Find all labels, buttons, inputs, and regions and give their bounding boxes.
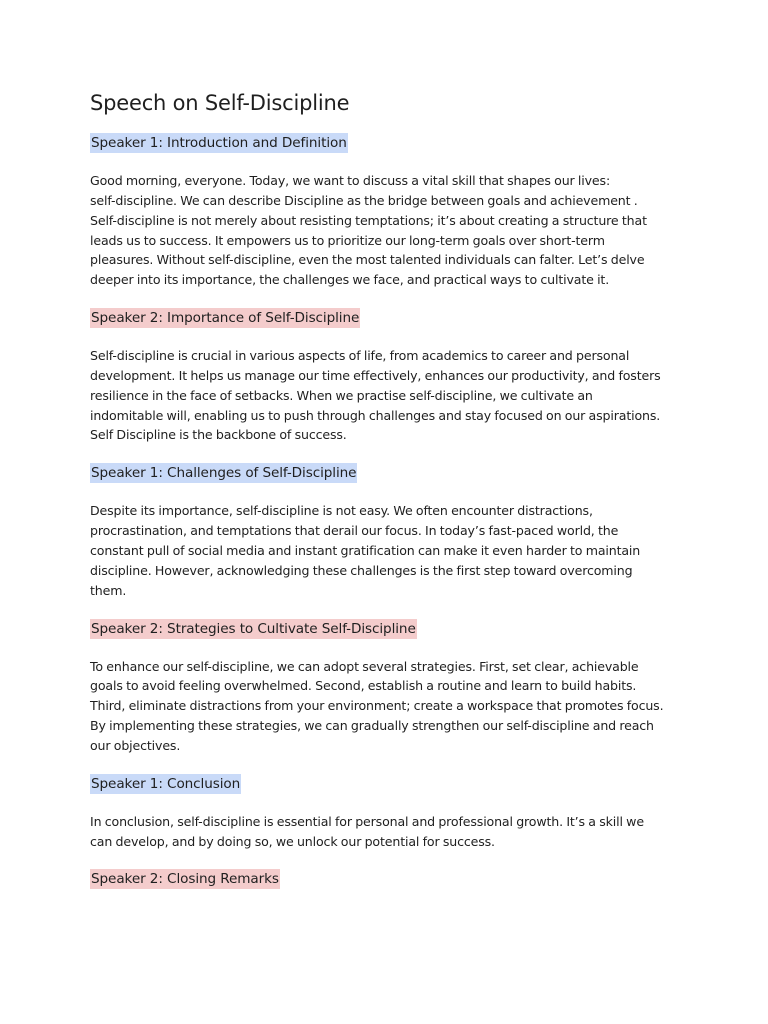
document-page	[90, 86, 690, 907]
section-heading: Speaker 1: Challenges of Self-Discipline	[91, 465, 357, 482]
paragraph-line: Third, eliminate distractions from your environment; create a workspace that promotes focus.	[90, 698, 664, 714]
paragraph-line: discipline. However, acknowledging these challenges is the first step toward overcoming	[90, 562, 633, 578]
section-paragraph	[90, 171, 690, 290]
paragraph-line: deeper into its importance, the challenges we face, and practical ways to cultivate it.	[90, 272, 610, 288]
section-heading: Speaker 2: Strategies to Cultivate Self-Discipline	[91, 620, 416, 637]
section-heading: Speaker 2: Closing Remarks	[91, 871, 279, 888]
section-paragraph	[90, 657, 690, 756]
section-conclusion	[90, 773, 690, 852]
paragraph-line: constant pull of social media and instant gratification can make it even harder to maintain	[90, 542, 641, 558]
document-title: Speech on Self-Discipline	[90, 91, 350, 115]
section-challenges	[90, 462, 690, 600]
paragraph-line: To enhance our self-discipline, we can adopt several strategies. First, set clear, achievable	[90, 658, 639, 674]
section-closing-remarks	[90, 868, 690, 907]
paragraph-line: By implementing these strategies, we can gradually strengthen our self-discipline and reach	[90, 718, 654, 734]
section-introduction	[90, 132, 690, 290]
paragraph-line: Good morning, everyone. Today, we want to discuss a vital skill that shapes our lives:	[90, 173, 611, 188]
paragraph-line: leads us to success. It empowers us to prioritize our long-term goals over short-term	[90, 232, 605, 248]
paragraph-line: Self Discipline is the backbone of success.	[90, 427, 347, 443]
paragraph-line: our objectives.	[90, 737, 181, 753]
paragraph-line: them.	[90, 582, 127, 598]
section-heading: Speaker 1: Conclusion	[91, 775, 241, 792]
section-importance	[90, 307, 690, 445]
section-paragraph	[90, 501, 690, 600]
paragraph-line: development. It helps us manage our time effectively, enhances our productivity, and fosters	[90, 367, 661, 383]
paragraph-line: Self-discipline is crucial in various aspects of life, from academics to career and personal	[90, 348, 630, 364]
section-strategies	[90, 618, 690, 756]
paragraph-line: Despite its importance, self-discipline is not easy. We often encounter distractions,	[90, 503, 593, 519]
paragraph-line: indomitable will, enabling us to push through challenges and stay focused on our aspirations.	[90, 407, 661, 423]
section-paragraph	[90, 346, 690, 445]
paragraph-line: resilience in the face of setbacks. When we practise self-discipline, we cultivate an	[90, 387, 593, 403]
paragraph-line: goals to avoid feeling overwhelmed. Second, establish a routine and learn to build habits.	[90, 678, 637, 694]
paragraph-line: In conclusion, self-discipline is essential for personal and professional growth. It’s a skill we	[90, 813, 644, 829]
section-heading: Speaker 2: Importance of Self-Discipline	[91, 310, 360, 327]
paragraph-line: Self-discipline is not merely about resisting temptations; it’s about creating a structure that	[90, 212, 647, 228]
section-heading: Speaker 1: Introduction and Definition	[91, 135, 347, 151]
section-paragraph	[90, 812, 690, 852]
paragraph-line: procrastination, and temptations that derail our focus. In today’s fast-paced world, the	[90, 523, 619, 539]
paragraph-line: pleasures. Without self-discipline, even the most talented individuals can falter. Let’s delve	[90, 252, 645, 268]
paragraph-line: can develop, and by doing so, we unlock our potential for success.	[90, 833, 495, 849]
paragraph-line: self-discipline. We can describe Discipline as the bridge between goals and achievement .	[90, 192, 638, 208]
